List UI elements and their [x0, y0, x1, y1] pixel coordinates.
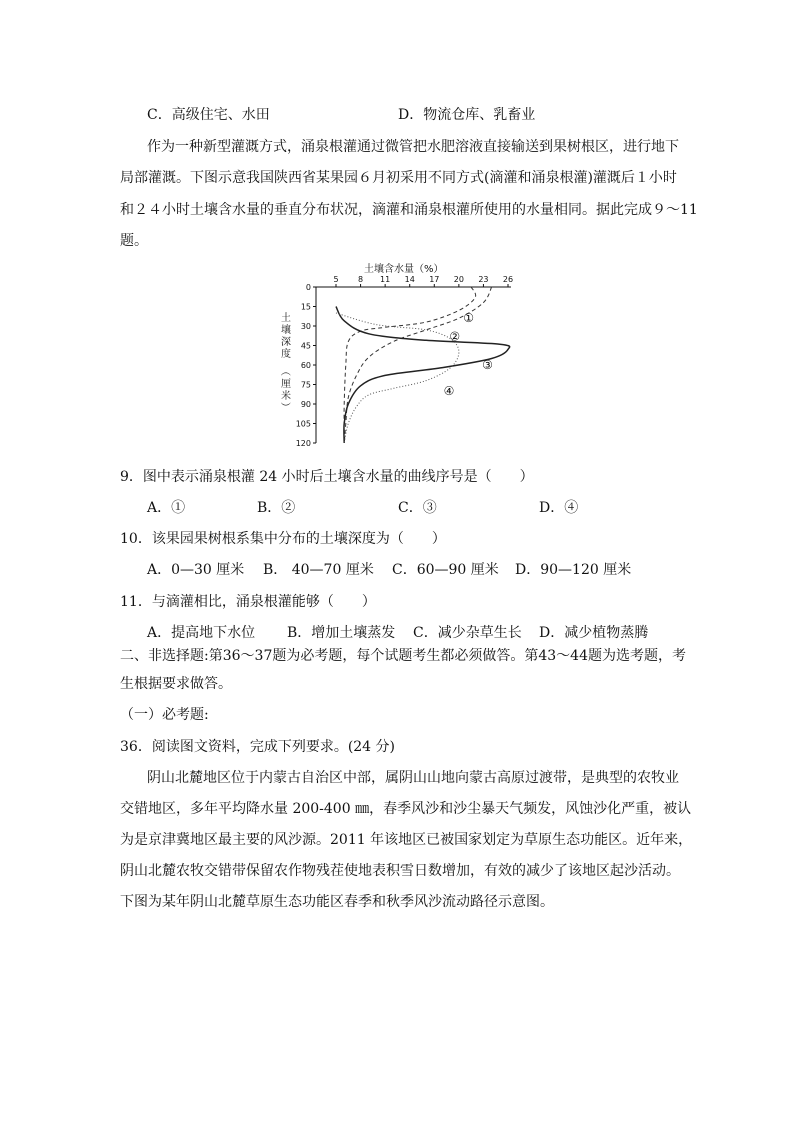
prev-option-c: C．高级住宅、水田	[147, 107, 270, 123]
section2-line: 二、非选择题:第36～37题为必考题，每个试题考生都必须做答。第43～44题为选考题，考	[120, 648, 686, 664]
y-tick-label: 30	[300, 322, 311, 331]
q11-option-d[interactable]: D．减少植物蒸腾	[539, 625, 649, 641]
y-label-char: 壤	[281, 325, 291, 336]
q9-option-c[interactable]: C．③	[398, 500, 437, 516]
q11-option-a[interactable]: A．提高地下水位	[147, 625, 256, 641]
series-label: ②	[449, 329, 461, 344]
q36-paragraph-line: 下图为某年阴山北麓草原生态功能区春季和秋季风沙流动路径示意图。	[120, 894, 554, 910]
q9-stem: 9．图中表示涌泉根灌 24 小时后土壤含水量的曲线序号是（ ）	[120, 469, 534, 485]
y-tick-label: 60	[300, 361, 311, 370]
y-tick-label: 0	[305, 283, 311, 292]
q11-stem: 11．与滴灌相比，涌泉根灌能够（ ）	[120, 594, 376, 610]
x-tick-label: 17	[429, 275, 440, 284]
series-label: ④	[443, 384, 455, 398]
y-label-char: ）	[279, 402, 290, 412]
y-label-char: 厘	[281, 379, 291, 390]
q9-option-b[interactable]: B．②	[257, 500, 296, 516]
series-label: ①	[463, 311, 475, 326]
y-tick-label: 90	[300, 400, 311, 409]
x-tick-label: 11	[380, 275, 391, 284]
y-label-char: 深	[281, 337, 291, 348]
intro-line: 和２４小时土壤含水量的垂直分布状况，滴灌和涌泉根灌所使用的水量相同。据此完成９～11	[120, 202, 698, 218]
chart-title: 土壤含水量（%）	[364, 264, 444, 275]
x-tick-label: 20	[453, 275, 464, 284]
x-tick-label: 14	[404, 275, 415, 284]
x-axis-ticks	[333, 275, 513, 287]
y-tick-label: 105	[295, 419, 311, 429]
x-tick-label: 5	[333, 275, 339, 284]
x-tick-label: 23	[478, 275, 489, 284]
y-label-char: （	[279, 366, 290, 376]
y-label-char: 米	[281, 391, 291, 402]
y-axis-ticks	[296, 283, 316, 448]
q36-paragraph-line: 阴山北麓农牧交错带保留农作物残茬使地表积雪日数增加，有效的减少了该地区起沙活动。	[120, 863, 680, 879]
y-label-char: 度	[281, 349, 291, 360]
x-tick-label: 26	[502, 275, 514, 284]
y-tick-label: 45	[300, 341, 311, 351]
series-line-④	[336, 313, 459, 443]
q36-paragraph-line: 阴山北麓地区位于内蒙古自治区中部，属阴山山地向蒙古高原过渡带，是典型的农牧业	[147, 770, 679, 786]
x-tick-label: 8	[358, 275, 364, 284]
y-tick-label: 75	[300, 380, 311, 390]
intro-line: 题。	[120, 233, 148, 249]
q36-paragraph-line: 为是京津冀地区最主要的风沙源。2011 年该地区已被国家划定为草原生态功能区。近年来，	[120, 832, 693, 848]
intro-line: 作为一种新型灌溉方式，涌泉根灌通过微管把水肥溶液直接输送到果树根区，进行地下	[147, 139, 679, 155]
q9-option-d[interactable]: D．④	[539, 500, 579, 516]
q10-option-a[interactable]: A．0—30 厘米	[147, 562, 245, 578]
q36-paragraph-line: 交错地区，多年平均降水量 200-400 ㎜，春季风沙和沙尘暴天气频发，风蚀沙化严重，被认	[120, 801, 692, 817]
q11-option-c[interactable]: C．减少杂草生长	[413, 625, 522, 641]
section2-line: 生根据要求做答。	[120, 676, 232, 692]
q10-option-b[interactable]: B． 40—70 厘米	[263, 562, 374, 578]
q36-stem: 36．阅读图文资料，完成下列要求。(24 分)	[120, 739, 396, 755]
series-line-③	[336, 307, 510, 444]
y-axis-label	[279, 311, 291, 412]
y-label-char: 土	[281, 313, 291, 324]
q9-option-a[interactable]: A．①	[147, 500, 186, 516]
prev-option-d: D．物流仓库、乳畜业	[398, 107, 536, 123]
q10-option-c[interactable]: C．60—90 厘米	[392, 562, 499, 578]
q11-option-b[interactable]: B．增加土壤蒸发	[287, 625, 396, 641]
y-tick-label: 15	[300, 302, 311, 312]
y-tick-label: 120	[295, 439, 311, 448]
soil-moisture-chart	[270, 258, 530, 453]
q10-stem: 10．该果园果树根系集中分布的土壤深度为（ ）	[120, 531, 446, 547]
series-label: ③	[482, 358, 493, 372]
q10-option-d[interactable]: D．90—120 厘米	[515, 562, 632, 578]
intro-line: 局部灌溉。下图示意我国陕西省某果园６月初采用不同方式(滴灌和涌泉根灌)灌溉后１小时	[120, 170, 677, 186]
series-labels	[444, 311, 493, 398]
required-header: （一）必考题:	[120, 707, 209, 723]
